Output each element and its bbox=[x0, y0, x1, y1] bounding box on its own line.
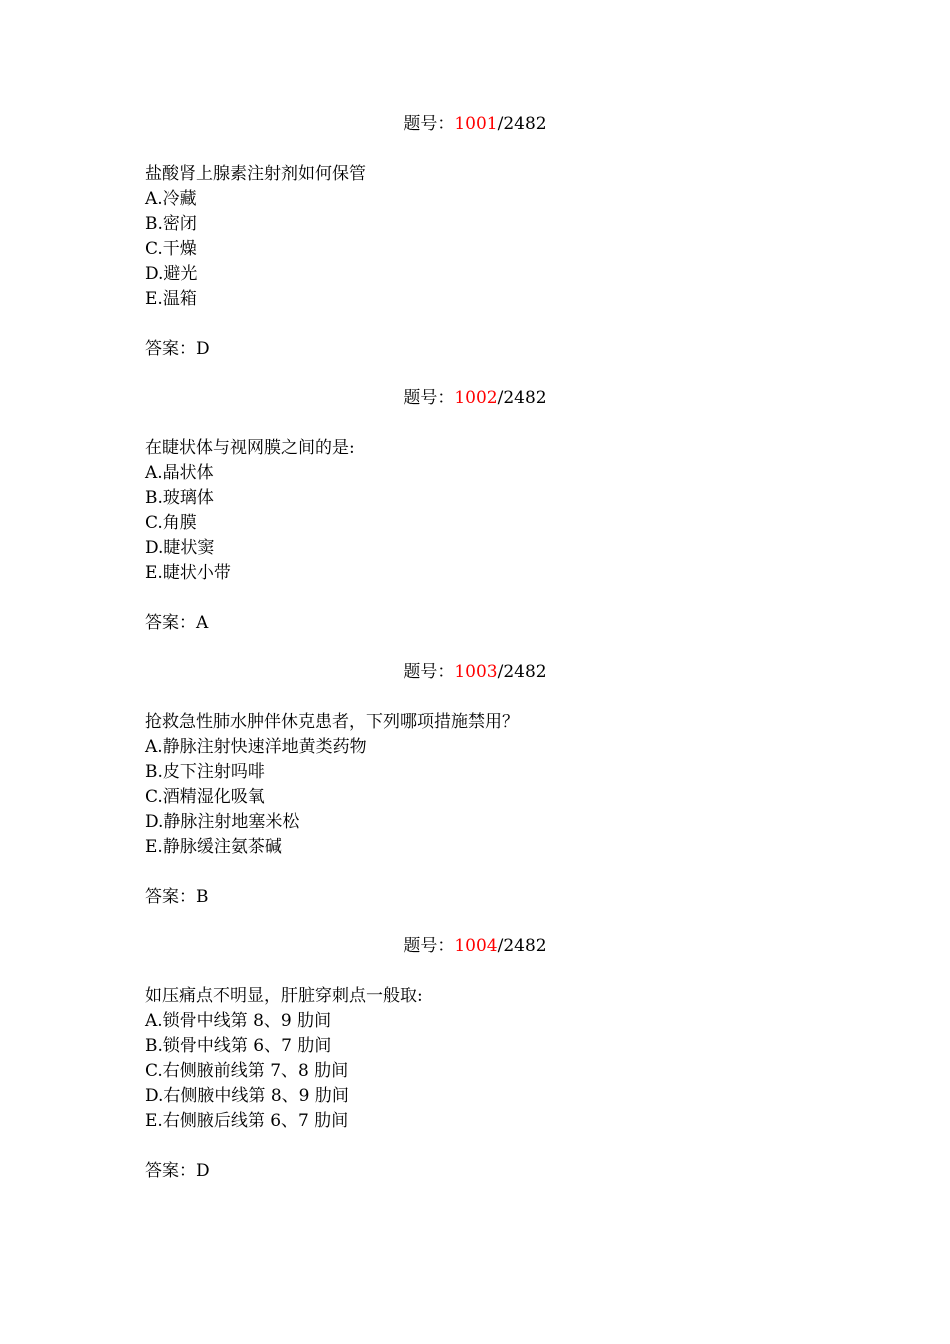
question-header bbox=[145, 386, 805, 411]
option-list bbox=[145, 1009, 805, 1134]
option-d: D.右侧腋中线第 8、9 肋间 bbox=[145, 1086, 349, 1106]
option-b: B.皮下注射吗啡 bbox=[145, 762, 265, 782]
question-number: 1003 bbox=[454, 662, 498, 682]
option-b: B.密闭 bbox=[145, 214, 197, 234]
question-header bbox=[145, 112, 805, 137]
option-a: A.锁骨中线第 8、9 肋间 bbox=[145, 1011, 332, 1031]
question-label: 题号： bbox=[403, 388, 455, 408]
question-total: /2482 bbox=[497, 114, 547, 134]
question-total: /2482 bbox=[497, 388, 547, 408]
option-c: C.角膜 bbox=[145, 513, 197, 533]
question-total: /2482 bbox=[497, 936, 547, 956]
answer-line: 答案：A bbox=[145, 613, 209, 633]
option-c: C.酒精湿化吸氧 bbox=[145, 787, 265, 807]
option-e: E.右侧腋后线第 6、7 肋间 bbox=[145, 1111, 349, 1131]
question-header bbox=[145, 660, 805, 685]
question-label: 题号： bbox=[403, 114, 455, 134]
answer-line: 答案：D bbox=[145, 339, 210, 359]
option-list bbox=[145, 735, 805, 860]
option-c: C.右侧腋前线第 7、8 肋间 bbox=[145, 1061, 349, 1081]
question-block bbox=[145, 112, 805, 362]
option-b: B.锁骨中线第 6、7 肋间 bbox=[145, 1036, 332, 1056]
question-header bbox=[145, 934, 805, 959]
answer-line: 答案：B bbox=[145, 887, 209, 907]
question-stem: 在睫状体与视网膜之间的是: bbox=[145, 438, 355, 458]
question-label: 题号： bbox=[403, 936, 455, 956]
question-stem: 如压痛点不明显，肝脏穿刺点一般取: bbox=[145, 986, 423, 1006]
answer-line: 答案：D bbox=[145, 1161, 210, 1181]
option-a: A.静脉注射快速洋地黄类药物 bbox=[145, 737, 367, 757]
option-e: E.温箱 bbox=[145, 289, 197, 309]
option-c: C.干燥 bbox=[145, 239, 197, 259]
option-d: D.静脉注射地塞米松 bbox=[145, 812, 300, 832]
option-e: E.静脉缓注氨茶碱 bbox=[145, 837, 282, 857]
option-a: A.冷藏 bbox=[145, 189, 197, 209]
option-e: E.睫状小带 bbox=[145, 563, 231, 583]
option-list bbox=[145, 187, 805, 312]
question-stem: 盐酸肾上腺素注射剂如何保管 bbox=[145, 164, 366, 184]
question-block bbox=[145, 386, 805, 636]
option-list bbox=[145, 461, 805, 586]
question-stem: 抢救急性肺水肿伴休克患者，下列哪项措施禁用？ bbox=[145, 712, 519, 732]
question-block bbox=[145, 660, 805, 910]
option-d: D.避光 bbox=[145, 264, 198, 284]
question-number: 1004 bbox=[454, 936, 498, 956]
option-d: D.睫状窦 bbox=[145, 538, 215, 558]
question-number: 1002 bbox=[454, 388, 498, 408]
question-block bbox=[145, 934, 805, 1184]
question-number: 1001 bbox=[454, 114, 498, 134]
option-a: A.晶状体 bbox=[145, 463, 214, 483]
question-label: 题号： bbox=[403, 662, 455, 682]
option-b: B.玻璃体 bbox=[145, 488, 214, 508]
question-total: /2482 bbox=[497, 662, 547, 682]
